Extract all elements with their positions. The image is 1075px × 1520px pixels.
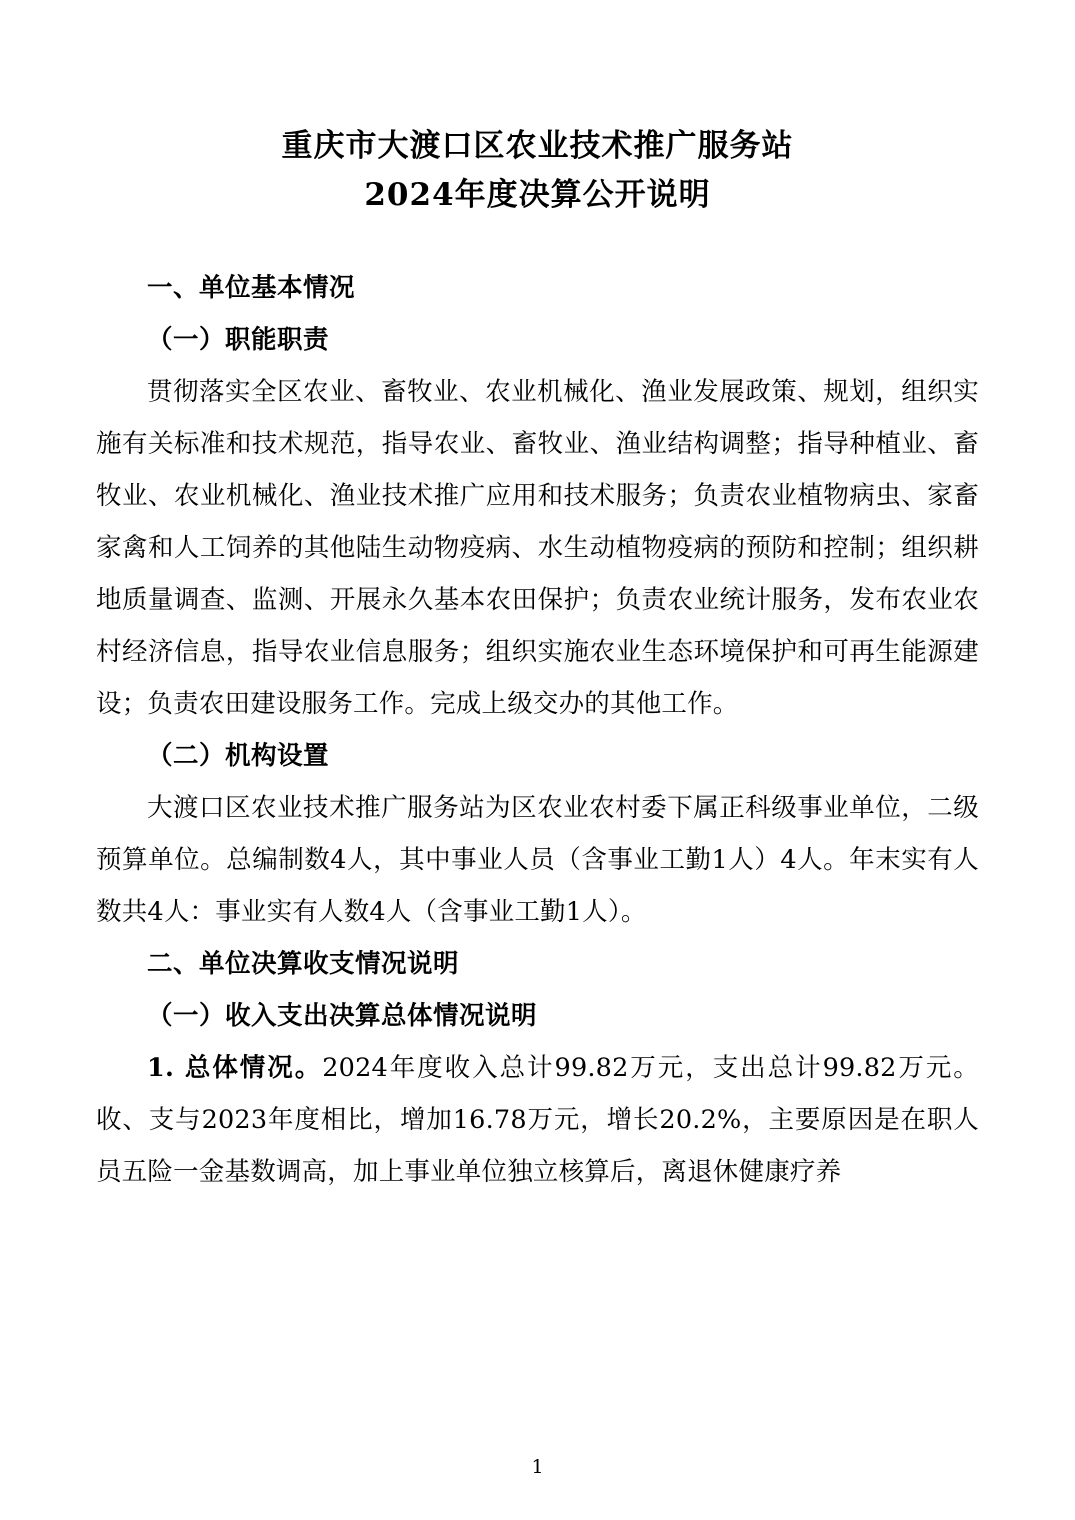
section-heading-budget-summary: 二、单位决算收支情况说明 [147,949,460,979]
section-heading-unit-basics: 一、单位基本情况 [147,273,356,303]
title-line-2: 2024年度决算公开说明 [364,177,711,213]
subsection-heading-income-expense: （一）收入支出决算总体情况说明 [147,1001,538,1031]
title-line-1: 重庆市大渡口区农业技术推广服务站 [281,128,794,164]
subsection-heading-org-structure: （二）机构设置 [147,741,330,771]
page-number: 1 [531,1456,544,1478]
subsection-heading-duties: （一）职能职责 [147,325,330,355]
document-title [96,122,979,220]
paragraph-overall-situation [96,1042,979,1198]
paragraph-duties-body: 贯彻落实全区农业、畜牧业、农业机械化、渔业发展政策、规划，组织实施有关标准和技术规范，指导农业、畜牧业、渔业结构调整；指导种植业、畜牧业、农业机械化、渔业技术推广应用和技术服务；负责农业植物病虫、家畜家禽和人工饲养的其他陆生动物疫病、水生动植物疫病的预防和控制；组织耕地质量调查、监测、开展永久基本农田保护；负责农业统计服务，发布农业农村经济信息，指导农业信息服务；组织实施农业生态环境保护和可再生能源建设；负责农田建设服务工作。完成上级交办的其他工作。 [96,377,979,719]
paragraph-lead-label: 1. 总体情况。 [147,1053,323,1083]
paragraph-overall-situation-text: 2024年度收入总计99.82万元，支出总计99.82万元。收、支与2023年度相比，增加16.78万元，增长20.2%，主要原因是在职人员五险一金基数调高，加上事业单位独立核算后，离退休健康疗养 [96,1053,979,1187]
paragraph-org-structure-body: 大渡口区农业技术推广服务站为区农业农村委下属正科级事业单位，二级预算单位。总编制数4人，其中事业人员（含事业工勤1人）4人。年末实有人数共4人：事业实有人数4人（含事业工勤1人）。 [96,793,979,927]
